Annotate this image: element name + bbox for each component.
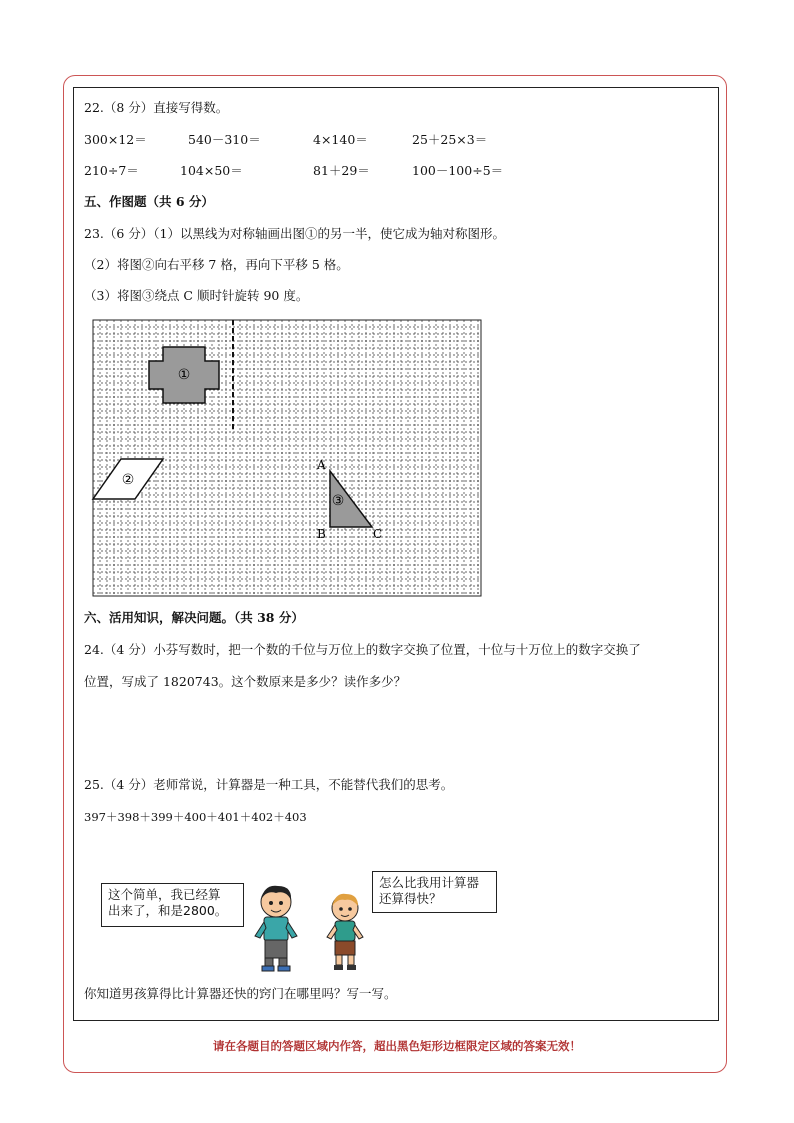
- q24-line1: 24.（4 分）小芬写数时，把一个数的千位与万位上的数字交换了位置，十位与十万位上的数字交换了: [84, 642, 641, 657]
- boy-illustration-left: [246, 880, 306, 972]
- drawing-grid[interactable]: [90, 317, 484, 599]
- q22-item: 300×12＝: [84, 132, 147, 147]
- footer-notice: 请在各题目的答题区域内作答，超出黑色矩形边框限定区域的答案无效！: [213, 1039, 581, 1053]
- q25-expression: 397＋398＋399＋400＋401＋402＋403: [84, 810, 307, 824]
- q22-item: 540－310＝: [188, 132, 261, 147]
- q22-item: 104×50＝: [180, 163, 243, 178]
- q22-item: 25＋25×3＝: [412, 132, 488, 147]
- q23-line3: （3）将图③绕点 C 顺时针旋转 90 度。: [84, 288, 309, 303]
- q25-question: 你知道男孩算得比计算器还快的窍门在哪里吗？写一写。: [84, 986, 397, 1001]
- section-6-heading: 六、活用知识，解决问题。（共 38 分）: [84, 610, 304, 625]
- q22-item: 81＋29＝: [313, 163, 370, 178]
- q24-line2: 位置，写成了 1820743。这个数原来是多少？读作多少？: [84, 674, 407, 689]
- boy-illustration-right: [322, 890, 368, 972]
- section-5-heading: 五、作图题（共 6 分）: [84, 194, 214, 209]
- speech-bubble-boy-left: 这个简单，我已经算 出来了，和是2800。: [101, 883, 244, 927]
- point-c-label: C: [373, 527, 383, 541]
- shape-3-label: ③: [331, 493, 345, 509]
- shape-1-label: ①: [177, 367, 191, 383]
- q22-item: 4×140＝: [313, 132, 368, 147]
- point-b-label: B: [317, 527, 326, 541]
- q22-title: 22.（8 分）直接写得数。: [84, 100, 229, 115]
- shape-2-label: ②: [121, 472, 135, 488]
- q23-line2: （2）将图②向右平移 7 格，再向下平移 5 格。: [84, 257, 349, 272]
- speech-bubble-boy-right: 怎么比我用计算器 还算得快？: [372, 871, 497, 913]
- q22-item: 100－100÷5＝: [412, 163, 504, 178]
- q25-line1: 25.（4 分）老师常说，计算器是一种工具，不能替代我们的思考。: [84, 777, 454, 792]
- q23-line1: 23.（6 分）（1）以黑线为对称轴画出图①的另一半，使它成为轴对称图形。: [84, 226, 506, 241]
- point-a-label: A: [317, 458, 326, 472]
- q22-item: 210÷7＝: [84, 163, 139, 178]
